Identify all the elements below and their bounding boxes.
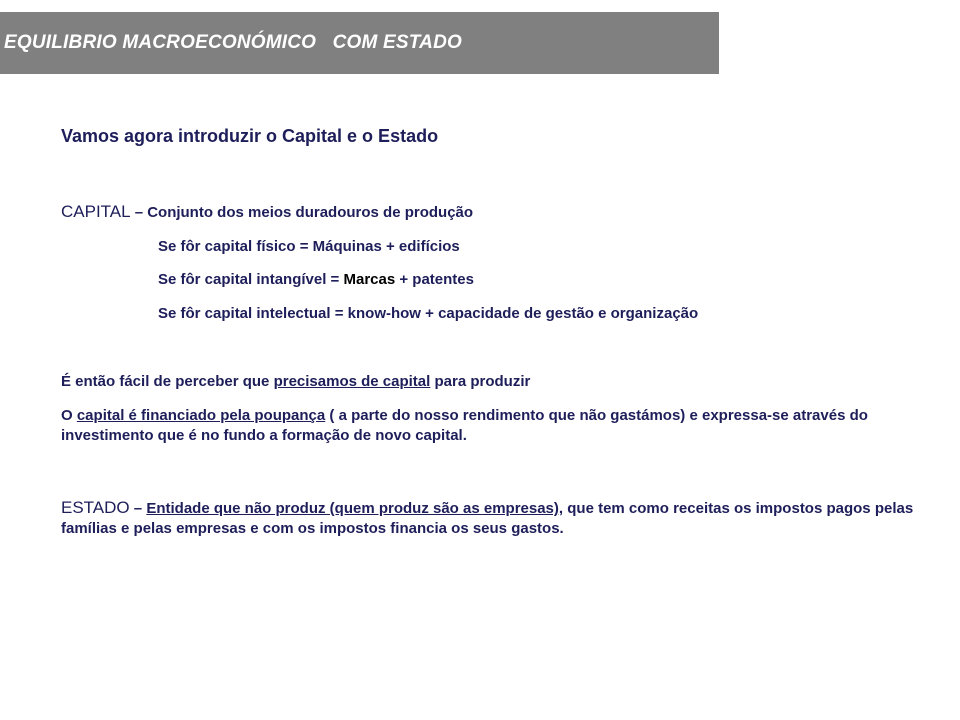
capital-intelectual-item: Se fôr capital intelectual = know-how + capacidade de gestão e organização bbox=[158, 305, 699, 322]
perceber-sentence bbox=[61, 373, 530, 390]
estado-underlined: Entidade que não produz (quem produz são as empresas) bbox=[146, 500, 559, 517]
estado-term: ESTADO bbox=[61, 498, 130, 517]
financiado-underlined: capital é financiado pela poupança bbox=[76, 407, 326, 424]
perceber-post: para produzir bbox=[430, 373, 531, 390]
capital-definition-text: – Conjunto dos meios duradouros de produção bbox=[134, 204, 474, 221]
perceber-underlined: precisamos de capital bbox=[273, 373, 431, 390]
capital-intangivel-marcas: Marcas bbox=[343, 271, 396, 288]
capital-intangivel-post: + patentes bbox=[395, 271, 474, 288]
capital-intangivel-item bbox=[158, 271, 474, 288]
financiado-post: ( a parte do nosso rendimento que não gastámos) e expressa-se através do investimento que é no fundo a formação de novo capital. bbox=[61, 407, 868, 444]
title-banner bbox=[0, 12, 719, 74]
capital-term: CAPITAL bbox=[61, 202, 135, 221]
perceber-pre: É então fácil de perceber que bbox=[61, 373, 274, 390]
intro-heading: Vamos agora introduzir o Capital e o Estado bbox=[61, 126, 439, 146]
capital-fisico-item: Se fôr capital físico = Máquinas + edifícios bbox=[158, 238, 460, 255]
slide-title: EQUILIBRIO MACROECONÓMICO COM ESTADO bbox=[4, 32, 462, 53]
capital-definition bbox=[61, 202, 473, 222]
estado-dash: – bbox=[129, 500, 147, 517]
capital-intangivel-pre: Se fôr capital intangível = bbox=[158, 271, 344, 288]
estado-paragraph bbox=[61, 498, 921, 539]
financiado-paragraph bbox=[61, 406, 921, 446]
financiado-pre: O bbox=[61, 407, 77, 424]
estado-post: , que tem como receitas os impostos pagos pelas famílias e pelas empresas e com os impostos financia os seus gastos. bbox=[61, 500, 914, 537]
